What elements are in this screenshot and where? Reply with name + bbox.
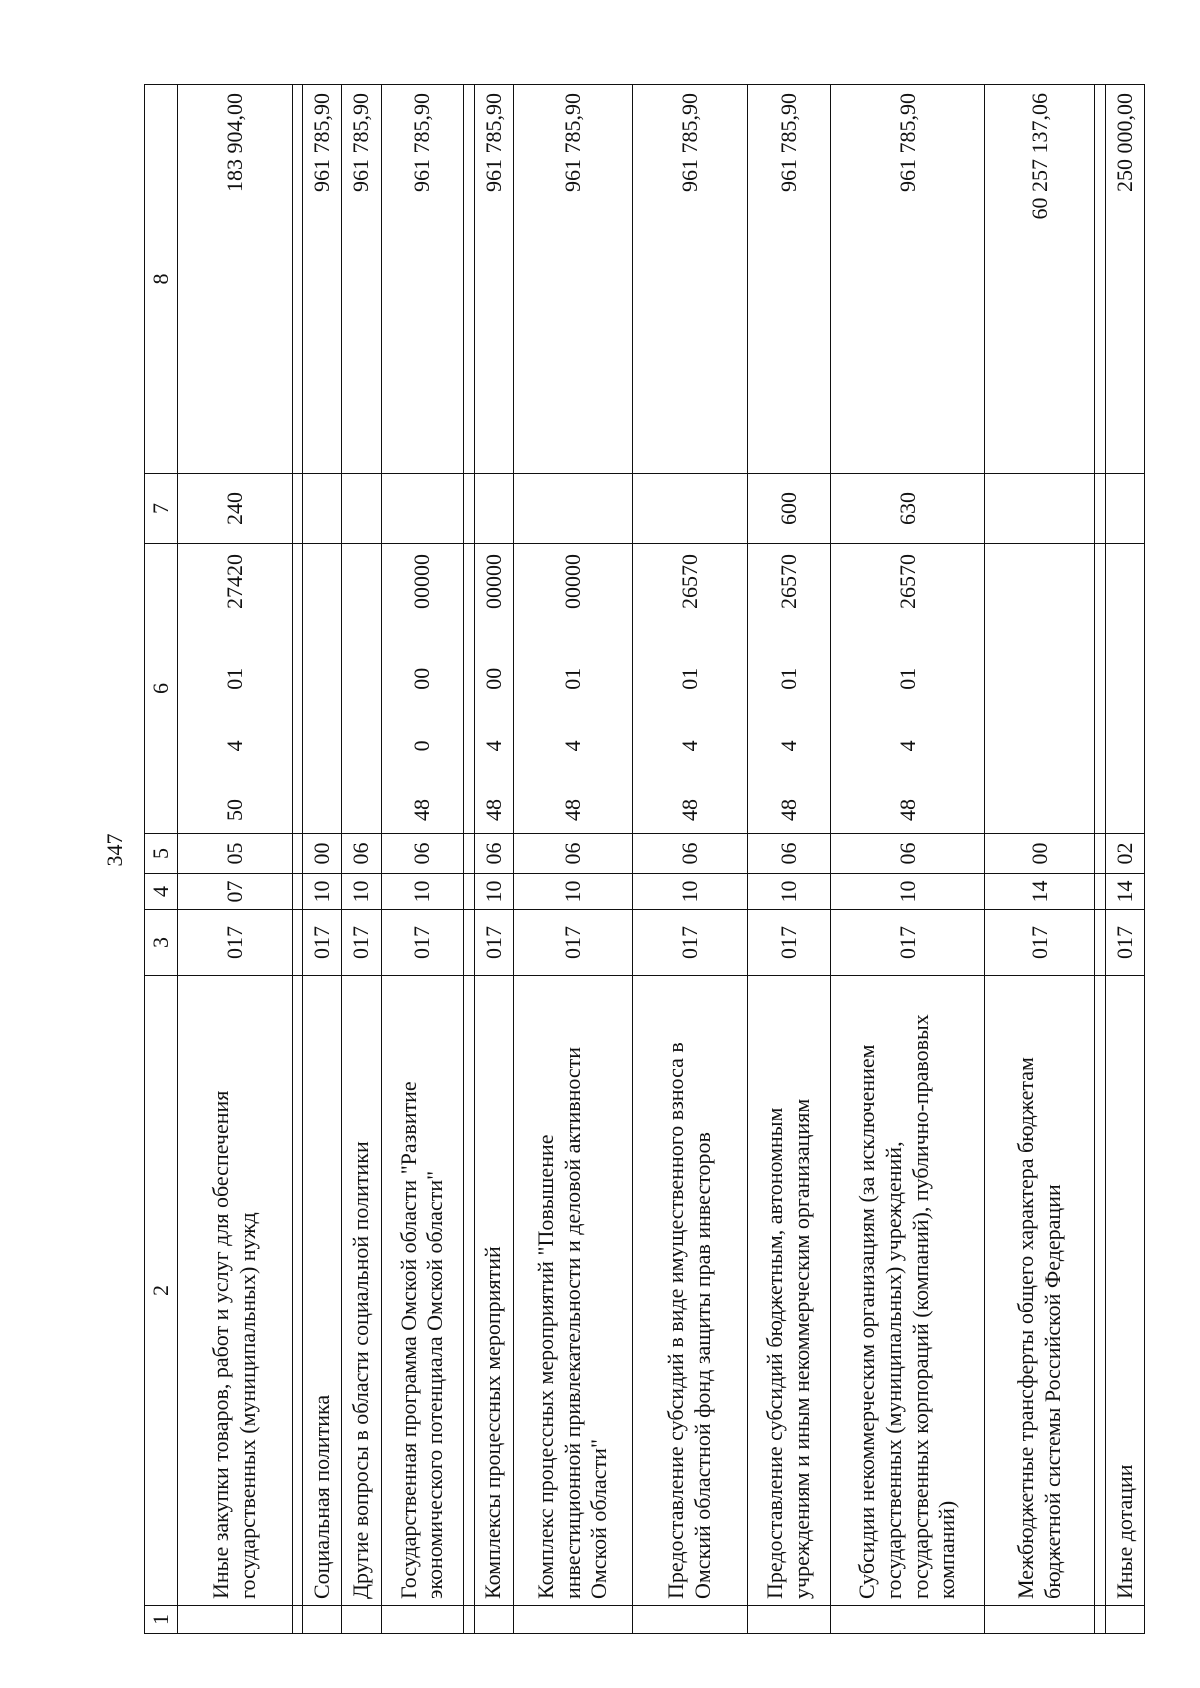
header-col-4: 4 xyxy=(145,874,178,910)
row-number-cell xyxy=(303,1606,342,1634)
row-col7 xyxy=(342,474,381,544)
row-number-cell xyxy=(474,1606,513,1634)
code-part: 26570 xyxy=(677,554,703,610)
row-col5: 06 xyxy=(513,834,633,874)
code-part: 00000 xyxy=(409,554,435,610)
row-amount: 961 785,90 xyxy=(831,85,985,474)
row-name: Предоставление субсидий бюджетным, автономным учреждениям и иным некоммерческим организациям xyxy=(748,976,831,1606)
row-col5: 06 xyxy=(633,834,748,874)
row-col4: 14 xyxy=(985,874,1095,910)
row-amount: 961 785,90 xyxy=(342,85,381,474)
row-name: Комплекс процессных мероприятий "Повышение инвестиционной привлекательности и деловой активности Омской области" xyxy=(513,976,633,1606)
row-number-cell xyxy=(1105,1606,1144,1634)
code-part: 00000 xyxy=(560,554,585,610)
row-col3: 017 xyxy=(342,910,381,976)
row-number-cell xyxy=(178,1606,293,1634)
header-row xyxy=(145,85,178,1634)
row-amount: 961 785,90 xyxy=(748,85,831,474)
row-col4: 10 xyxy=(381,874,464,910)
code-part: 48 xyxy=(409,799,435,821)
row-code xyxy=(1105,544,1144,834)
row-col4: 10 xyxy=(513,874,633,910)
code-part: 01 xyxy=(560,667,585,690)
table-body xyxy=(178,85,1145,1634)
row-number-cell xyxy=(513,1606,633,1634)
row-col3: 017 xyxy=(831,910,985,976)
code-part: 4 xyxy=(677,740,703,752)
row-name: Межбюджетные трансферты общего характера бюджетам бюджетной системы Российской Федерации xyxy=(985,976,1095,1606)
spacer-row xyxy=(1095,85,1105,1634)
row-amount: 961 785,90 xyxy=(474,85,513,474)
code-part: 4 xyxy=(480,740,506,752)
row-code xyxy=(178,544,293,834)
row-amount: 183 904,00 xyxy=(178,85,293,474)
table-row xyxy=(748,85,831,1634)
row-col7 xyxy=(1105,474,1144,544)
row-amount: 60 257 137,06 xyxy=(985,85,1095,474)
row-col4: 10 xyxy=(748,874,831,910)
row-col4: 14 xyxy=(1105,874,1144,910)
header-col-3: 3 xyxy=(145,910,178,976)
code-part: 48 xyxy=(894,799,920,821)
spacer-row xyxy=(292,85,302,1634)
row-name: Социальная политика xyxy=(303,976,342,1606)
table-row xyxy=(474,85,513,1634)
row-code xyxy=(342,544,381,834)
row-col5: 06 xyxy=(381,834,464,874)
code-part: 01 xyxy=(221,667,247,690)
row-col5: 00 xyxy=(303,834,342,874)
row-code xyxy=(633,544,748,834)
row-col7: 240 xyxy=(178,474,293,544)
row-code xyxy=(831,544,985,834)
row-col3: 017 xyxy=(178,910,293,976)
code-part: 0 xyxy=(409,740,435,752)
table-row xyxy=(985,85,1095,1634)
code-part: 50 xyxy=(221,799,247,821)
row-col3: 017 xyxy=(1105,910,1144,976)
row-number-cell xyxy=(633,1606,748,1634)
code-part: 4 xyxy=(221,740,247,752)
row-col5: 06 xyxy=(474,834,513,874)
row-col3: 017 xyxy=(633,910,748,976)
row-code xyxy=(303,544,342,834)
table-row xyxy=(342,85,381,1634)
row-amount: 961 785,90 xyxy=(381,85,464,474)
code-part: 4 xyxy=(560,740,585,752)
row-col7: 600 xyxy=(748,474,831,544)
code-part: 26570 xyxy=(776,554,802,610)
code-part: 48 xyxy=(480,799,506,821)
row-name: Предоставление субсидий в виде имущественного взноса в Омский областной фонд защиты прав инвесторов xyxy=(633,976,748,1606)
row-code xyxy=(513,544,633,834)
row-name: Иные закупки товаров, работ и услуг для обеспечения государственных (муниципальных) нужд xyxy=(178,976,293,1606)
row-number-cell xyxy=(831,1606,985,1634)
row-col4: 07 xyxy=(178,874,293,910)
header-col-7: 7 xyxy=(145,474,178,544)
row-col7 xyxy=(303,474,342,544)
code-part: 4 xyxy=(894,740,920,752)
row-name: Субсидии некоммерческим организациям (за исключением государственных (муниципальных) учреждений, государственных корпораций (компаний), публично-правовых компаний) xyxy=(831,976,985,1606)
row-code xyxy=(985,544,1095,834)
spacer-row xyxy=(464,85,474,1634)
row-col7 xyxy=(633,474,748,544)
row-col7: 630 xyxy=(831,474,985,544)
row-col4: 10 xyxy=(474,874,513,910)
row-amount: 250 000,00 xyxy=(1105,85,1144,474)
table-row xyxy=(381,85,464,1634)
row-col4: 10 xyxy=(342,874,381,910)
row-number-cell xyxy=(381,1606,464,1634)
row-number-cell xyxy=(985,1606,1095,1634)
budget-table xyxy=(144,84,1145,1634)
row-col7 xyxy=(474,474,513,544)
header-col-8: 8 xyxy=(145,85,178,474)
row-name: Другие вопросы в области социальной политики xyxy=(342,976,381,1606)
row-col7 xyxy=(513,474,633,544)
row-col5: 06 xyxy=(342,834,381,874)
code-part: 27420 xyxy=(221,554,247,610)
row-col5: 00 xyxy=(985,834,1095,874)
code-part: 48 xyxy=(560,799,585,821)
row-col3: 017 xyxy=(748,910,831,976)
code-part: 4 xyxy=(776,740,802,752)
row-col5: 05 xyxy=(178,834,293,874)
code-part: 26570 xyxy=(894,554,920,610)
table-row xyxy=(513,85,633,1634)
row-col4: 10 xyxy=(303,874,342,910)
code-part: 00 xyxy=(480,667,506,690)
code-part: 48 xyxy=(776,799,802,821)
row-col5: 06 xyxy=(748,834,831,874)
row-col7 xyxy=(381,474,464,544)
row-col5: 02 xyxy=(1105,834,1144,874)
row-code xyxy=(748,544,831,834)
row-col3: 017 xyxy=(381,910,464,976)
row-col7 xyxy=(985,474,1095,544)
header-col-2: 2 xyxy=(145,976,178,1606)
row-amount: 961 785,90 xyxy=(513,85,633,474)
table-row xyxy=(178,85,293,1634)
page-number: 347 xyxy=(102,833,127,867)
row-amount: 961 785,90 xyxy=(303,85,342,474)
row-col5: 06 xyxy=(831,834,985,874)
row-name: Комплексы процессных мероприятий xyxy=(474,976,513,1606)
code-part: 00000 xyxy=(480,554,506,610)
header-col-5: 5 xyxy=(145,834,178,874)
code-part: 48 xyxy=(677,799,703,821)
table-row xyxy=(633,85,748,1634)
code-part: 01 xyxy=(776,667,802,690)
code-part: 01 xyxy=(677,667,703,690)
row-amount: 961 785,90 xyxy=(633,85,748,474)
row-number-cell xyxy=(342,1606,381,1634)
table-row xyxy=(303,85,342,1634)
row-col3: 017 xyxy=(303,910,342,976)
code-part: 00 xyxy=(409,667,435,690)
row-col3: 017 xyxy=(513,910,633,976)
row-col4: 10 xyxy=(831,874,985,910)
row-col3: 017 xyxy=(474,910,513,976)
rotated-table-frame xyxy=(144,84,1145,1634)
table-row xyxy=(831,85,985,1634)
rotated-table-wrapper xyxy=(144,84,1145,1634)
header-col-1: 1 xyxy=(145,1606,178,1634)
row-code xyxy=(381,544,464,834)
table-row xyxy=(1105,85,1144,1634)
row-code xyxy=(474,544,513,834)
row-col4: 10 xyxy=(633,874,748,910)
row-name: Государственная программа Омской области "Развитие экономического потенциала Омской области" xyxy=(381,976,464,1606)
row-col3: 017 xyxy=(985,910,1095,976)
code-part: 01 xyxy=(894,667,920,690)
header-col-6: 6 xyxy=(145,544,178,834)
row-name: Иные дотации xyxy=(1105,976,1144,1606)
row-number-cell xyxy=(748,1606,831,1634)
